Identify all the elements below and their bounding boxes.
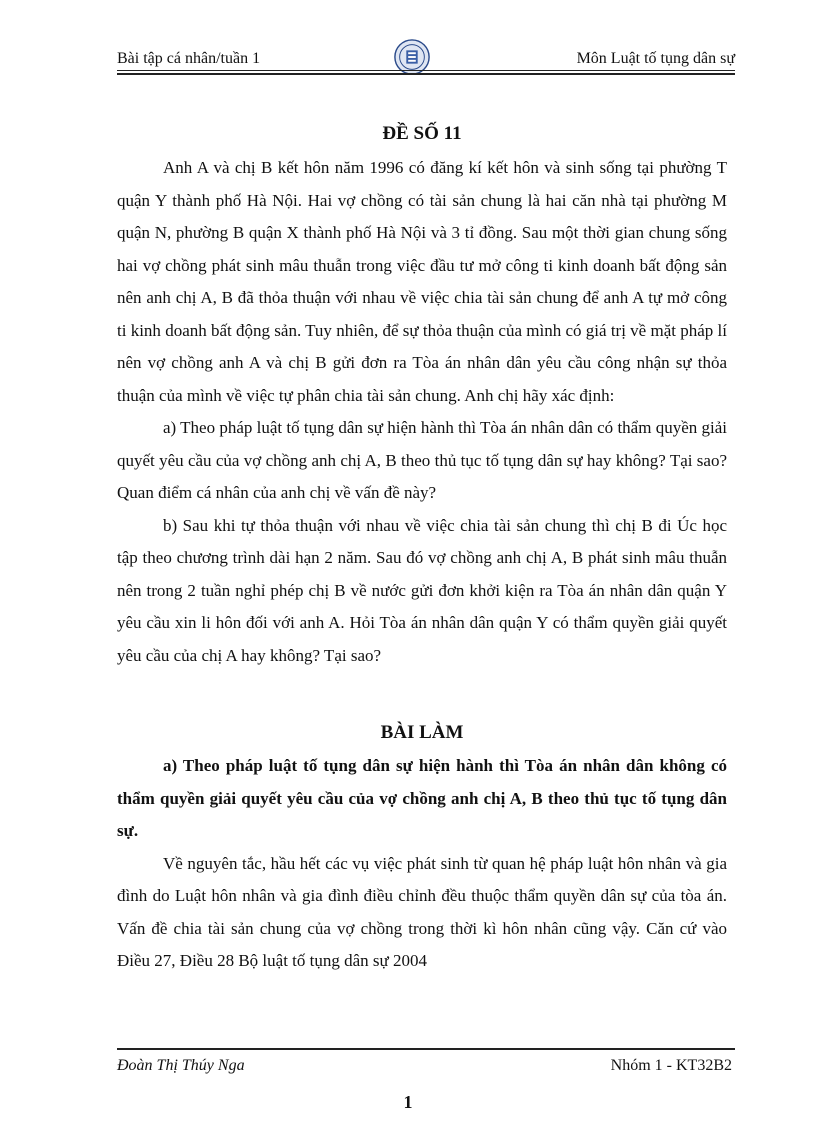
main-content [117,116,727,978]
question-b: b) Sau khi tự thỏa thuận với nhau về việc chia tài sản chung thì chị B đi Úc học tập theo chương trình dài hạn 2 năm. Sau đó vợ chồng anh chị A, B phát sinh mâu thuẫn nên trong 2 tuần nghỉ phép chị B về nước gửi đơn khởi kiện ra Tòa án nhân dân quận Y yêu cầu xin li hôn đối với anh A. Hỏi Tòa án nhân dân quận Y có thẩm quyền giải quyết yêu cầu của chị A hay không? Tại sao? [117,515,727,665]
header-right-text: Môn Luật tố tụng dân sự [576,50,735,67]
answer-a-body: Về nguyên tắc, hầu hết các vụ việc phát sinh từ quan hệ pháp luật hôn nhân và gia đình do Luật hôn nhân và gia đình điều chỉnh đều thuộc thẩm quyền dân sự của tòa án. Vấn đề chia tài sản chung của vợ chồng trong thời kì hôn nhân cũng vậy. Căn cứ vào Điều 27, Điều 28 Bộ luật tố tụng dân sự 2004 [117,853,727,970]
page-number: 1 [403,1092,413,1112]
header-left-text: Bài tập cá nhân/tuần 1 [117,50,261,67]
answer-a-heading: a) Theo pháp luật tố tụng dân sự hiện hành thì Tòa án nhân dân không có thẩm quyền giải quyết yêu cầu của vợ chồng anh chị A, B theo thủ tục tố tụng dân sự. [117,756,727,840]
header-divider [117,70,735,71]
footer-group: Nhóm 1 - KT32B2 [610,1057,732,1074]
question-a: a) Theo pháp luật tố tụng dân sự hiện hành thì Tòa án nhân dân có thẩm quyền giải quyết yêu cầu của vợ chồng anh chị A, B theo thủ tục tố tụng dân sự hay không? Tại sao? Quan điểm cá nhân của anh chị về vấn đề này? [117,418,727,502]
problem-intro: Anh A và chị B kết hôn năm 1996 có đăng kí kết hôn và sinh sống tại phường T quận Y thành phố Hà Nội. Hai vợ chồng có tài sản chung là hai căn nhà tại phường M quận N, phường B quận X thành phố Hà Nội và 3 tỉ đồng. Sau một thời gian chung sống hai vợ chồng phát sinh mâu thuẫn trong việc đầu tư mở công ti kinh doanh bất động sản nên anh chị A, B đã thỏa thuận với nhau về việc chia tài sản chung để anh A tự mở công ti kinh doanh bất động sản. Tuy nhiên, để sự thỏa thuận của mình có giá trị về mặt pháp lí nên vợ chồng anh A và chị B gửi đơn ra Tòa án nhân dân yêu cầu công nhận sự thỏa thuận của mình về việc tự phân chia tài sản chung. Anh chị hãy xác định: [117,158,727,405]
header-divider-thick [117,73,735,75]
footer-author: Đoàn Thị Thúy Nga [117,1057,245,1074]
problem-title: ĐỀ SỐ 11 [382,123,462,144]
section-gap [117,672,727,716]
answer-title: BÀI LÀM [380,722,464,743]
footer-divider [117,1048,735,1050]
